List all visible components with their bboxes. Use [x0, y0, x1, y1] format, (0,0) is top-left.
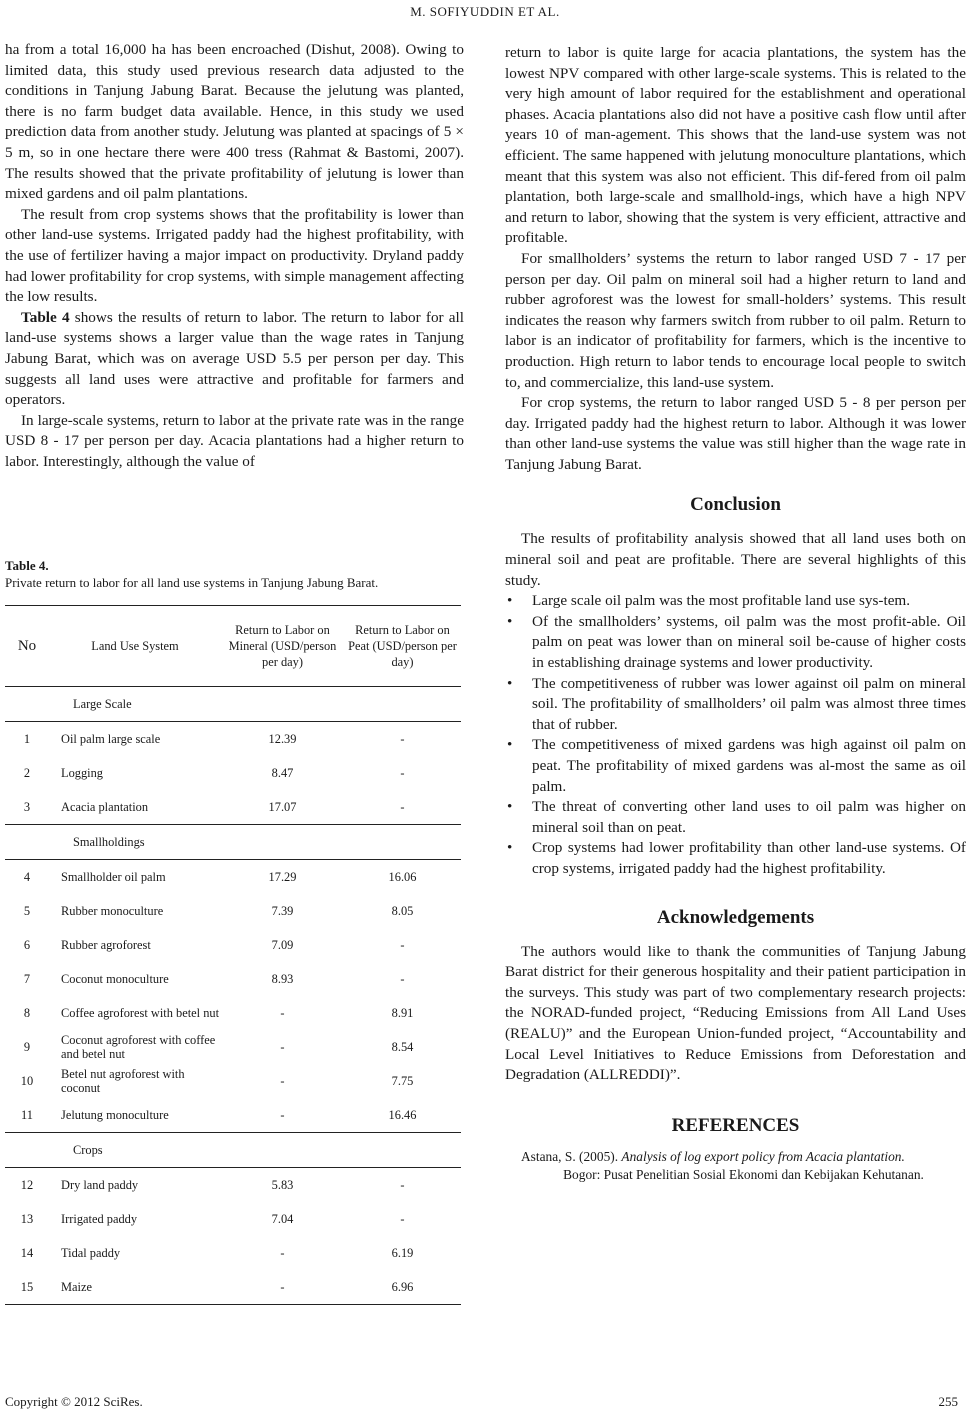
table-reference: Table 4: [21, 308, 70, 326]
references-heading: REFERENCES: [671, 1114, 800, 1136]
paragraph-text: shows the results of return to labor. The return to labor for all land-use systems shows a larger value than the wage rates in Tanjung Jabung Barat, which was on average USD 5.5 per person per day. This suggests all land uses were attractive and profitable for farmers and operators.: [5, 308, 464, 409]
cell-system: Acacia plantation: [49, 790, 221, 825]
table-label: Table 4.: [5, 558, 49, 573]
cell-no: 15: [5, 1270, 49, 1305]
cell-peat: -: [400, 765, 405, 780]
table-row: [5, 1270, 461, 1305]
cell-peat: -: [344, 790, 461, 825]
cell-mineral: 8.93: [271, 971, 294, 986]
cell-system: Dry land paddy: [61, 1178, 139, 1192]
conclusion-list: [505, 591, 966, 879]
cell-peat: 7.75: [391, 1073, 414, 1088]
table-row: [5, 1064, 461, 1098]
table-row: [5, 1236, 461, 1270]
cell-peat: -: [400, 971, 405, 986]
cell-no: 14: [20, 1245, 34, 1260]
cell-mineral: 17.07: [221, 790, 344, 825]
cell-no: 13: [20, 1211, 34, 1226]
cell-system: Oil palm large scale: [61, 732, 161, 746]
list-item: • The competitiveness of rubber was lower against oil palm on mineral soil. The profitability of smallholders’ oil palm was almost three times that of rubber.: [505, 674, 966, 736]
group-label: Crops: [5, 1133, 461, 1168]
paragraph: ha from a total 16,000 ha has been encroached (Dishut, 2008). Owing to limited data, this study used previous research data adjusted to the conditions in Tanjung Jabung Barat. Because the jelutung was planted, there is no farm budget data available. Hence, in this study we used prediction data from another study. Jelutung was planted at spacings of 5 × 5 m, so in one hectare there were 400 tress (Rahmat & Bastomi, 2007). The results showed that the private profitability of jelutung is lower than mixed gardens and oil palm plantations.: [5, 41, 464, 203]
cell-no: 8: [23, 1005, 31, 1020]
header-peat: Return to Labor on Peat (USD/person per day): [344, 606, 461, 687]
paragraph: return to labor is quite large for acacia plantations, the system has the lowest NPV compared with other large-scale systems. This is related to the very high amount of labor required for the establishment and operational phases. Acacia plantations also did not have a positive cash flow until after years 10 of man-agement. This shows that the land-use system was not efficient. The same happened with jelutung monoculture plantations, which meant that this system was also not efficient. This dif-fered from oil palm plantation, both large-scale and smallhold-ings, which have a high NPV and return to labor, showing that the system is very efficient, attractive and profitable.: [505, 44, 966, 247]
cell-no: 11: [5, 1098, 49, 1133]
group-label: Smallholdings: [5, 825, 461, 860]
cell-system: Tidal paddy: [61, 1246, 121, 1260]
cell-no: 12: [20, 1177, 34, 1192]
table-group-row: [5, 1133, 461, 1168]
table-group-row: [5, 687, 461, 722]
right-column: [505, 43, 966, 1184]
cell-no: 5: [23, 903, 31, 918]
cell-system: Rubber monoculture: [61, 904, 164, 918]
page-number: 255: [938, 1394, 958, 1409]
header-mineral: Return to Labor on Mineral (USD/person per day): [221, 606, 344, 687]
cell-peat: -: [400, 1211, 405, 1226]
table-row: [5, 962, 461, 996]
table-row: [5, 790, 461, 825]
conclusion-intro: The results of profitability analysis showed that all land uses both on mineral soil and peat are profitable. There are several highlights of this study.: [505, 530, 966, 589]
list-item: • Large scale oil palm was the most profitable land use sys-tem.: [505, 591, 966, 612]
table-row: [5, 1168, 461, 1203]
header-system: Land Use System: [49, 606, 221, 687]
cell-peat: -: [400, 1177, 405, 1192]
cell-system: Smallholder oil palm: [61, 870, 166, 884]
table-row: [5, 928, 461, 962]
cell-no: 6: [23, 937, 31, 952]
table-row: [5, 722, 461, 757]
copyright: Copyright © 2012 SciRes.: [5, 1394, 143, 1409]
table-caption: [5, 557, 465, 591]
table-row: [5, 1098, 461, 1133]
cell-system: Coconut monoculture: [61, 972, 169, 986]
cell-no: 2: [23, 765, 31, 780]
acknowledgements-text: The authors would like to thank the communities of Tanjung Jabung Barat district for their generous hospitality and their patient participation in the surveys. This study was part of two complementary research projects: the NORAD-funded project, “Reducing Emissions from All Land Uses (REALU)” and the European Union-funded project, “Accountability and Local Level Initiatives to Reduce Emissions from Deforestation and Degradation (ALLREDDI)”.: [505, 942, 966, 1084]
paragraph: The result from crop systems shows that the profitability is lower than other land-use systems. Irrigated paddy had the highest profitability, with the use of fertilizer having a major impact on productivity. Dryland paddy had lower profitability for crop systems, with simple management affecting the low results.: [5, 205, 464, 306]
cell-mineral: -: [221, 1098, 344, 1133]
cell-system: Irrigated paddy: [61, 1212, 138, 1226]
cell-mineral: 17.29: [268, 869, 297, 884]
cell-peat: 8.91: [391, 1005, 414, 1020]
acknowledgements-heading: Acknowledgements: [656, 906, 815, 928]
table-row: [5, 1202, 461, 1236]
cell-mineral: 7.04: [271, 1211, 294, 1226]
cell-no: 7: [23, 971, 31, 986]
cell-mineral: -: [280, 1073, 285, 1088]
data-table: [5, 605, 461, 1305]
table-caption-text: Private return to labor for all land use systems in Tanjung Jabung Barat.: [5, 575, 379, 590]
table-group-row: [5, 825, 461, 860]
left-column: [5, 40, 464, 472]
cell-mineral: 7.39: [271, 903, 294, 918]
cell-mineral: 12.39: [268, 731, 297, 746]
cell-no: 9: [23, 1039, 31, 1054]
cell-system: Coconut agroforest with coffee and betel nut: [61, 1033, 216, 1061]
list-item: • The competitiveness of mixed gardens was high against oil palm on peat. The profitability of mixed gardens was al-most the same as oil palm.: [505, 735, 966, 797]
header-no: No: [5, 606, 49, 687]
cell-peat: -: [400, 731, 405, 746]
table-row: [5, 860, 461, 895]
reference-item: [505, 1148, 966, 1184]
cell-no: 3: [5, 790, 49, 825]
cell-peat: 16.06: [388, 869, 417, 884]
cell-mineral: 5.83: [271, 1177, 294, 1192]
cell-mineral: -: [221, 1270, 344, 1305]
cell-no: 4: [23, 869, 31, 884]
table-row: [5, 894, 461, 928]
cell-peat: 16.46: [344, 1098, 461, 1133]
cell-mineral: 8.47: [271, 765, 294, 780]
table-row: [5, 996, 461, 1030]
cell-peat: 8.05: [391, 903, 414, 918]
paragraph: For smallholders’ systems the return to labor ranged USD 7 - 17 per person per day. Oil palm on mineral soil had a higher return to land and rubber agroforest was the lowest for small-holders’ systems. This result indicates the reason why farmers switch from rubber to oil palm. Return to labor is an indicator of profitability for farmers, which is the incentive to production. High return to labor tends to encourage local people to switch to, and commercialize, this land-use system.: [505, 249, 966, 391]
cell-peat: 6.96: [344, 1270, 461, 1305]
conclusion-heading: Conclusion: [690, 494, 781, 516]
cell-system: Jelutung monoculture: [49, 1098, 221, 1133]
table-header-row: [5, 606, 461, 687]
cell-system: Rubber agroforest: [61, 938, 151, 952]
paragraph: [5, 308, 464, 411]
cell-system: Coffee agroforest with betel nut: [61, 1006, 220, 1020]
cell-mineral: -: [280, 1039, 285, 1054]
cell-peat: 8.54: [391, 1039, 414, 1054]
table-row: [5, 1030, 461, 1064]
group-label: Large Scale: [5, 687, 461, 722]
table-4: [5, 605, 461, 1305]
list-item: • Of the smallholders’ systems, oil palm was the most profit-able. Oil palm on peat was lower than on mineral soil be-cause of higher costs in establishing drainage systems and lower productivity.: [505, 612, 966, 674]
cell-no: 1: [23, 731, 31, 746]
cell-mineral: -: [280, 1245, 285, 1260]
cell-peat: 6.19: [391, 1245, 414, 1260]
paragraph: For crop systems, the return to labor ranged USD 5 - 8 per person per day. Irrigated paddy had the highest return to labor. Although it was lower than other land-use systems the value was still higher than the wage rate in Tanjung Jabung Barat.: [505, 394, 966, 473]
cell-system: Logging: [61, 766, 103, 780]
list-item: • The threat of converting other land uses to oil palm was higher on mineral soil than on peat.: [505, 797, 966, 838]
cell-mineral: 7.09: [271, 937, 294, 952]
paragraph: In large-scale systems, return to labor at the private rate was in the range USD 8 - 17 per person per day. Acacia plantations had a higher return to labor. Interestingly, although the value of: [5, 411, 464, 470]
cell-system: Maize: [49, 1270, 221, 1305]
reference-publisher: Bogor: Pusat Penelitian Sosial Ekonomi dan Kebijakan Kehutanan.: [563, 1166, 924, 1182]
reference-title: Analysis of log export policy from Acacia plantation.: [621, 1148, 905, 1164]
cell-mineral: -: [280, 1005, 285, 1020]
cell-system: Betel nut agroforest with coconut: [61, 1067, 185, 1095]
table-row: [5, 756, 461, 790]
list-item: • Crop systems had lower profitability than other land-use systems. Of crop systems, irrigated paddy had the highest profitability.: [505, 838, 966, 879]
cell-peat: -: [400, 937, 405, 952]
running-head: M. SOFIYUDDIN ET AL.: [410, 4, 560, 19]
cell-no: 10: [20, 1073, 34, 1088]
reference-author: Astana, S. (2005).: [521, 1148, 622, 1164]
